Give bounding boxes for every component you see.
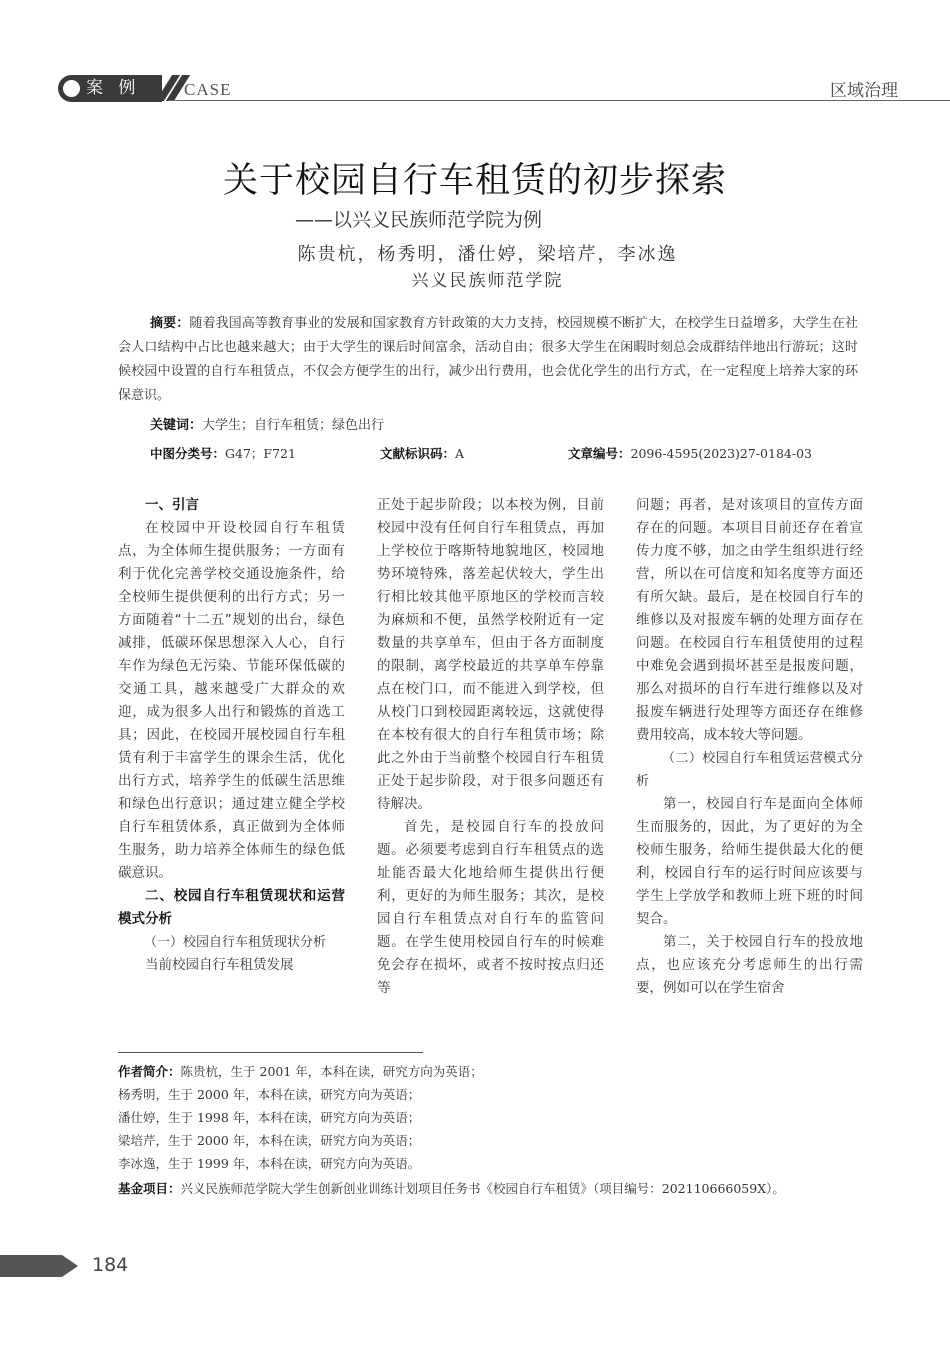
header-case-label: CASE [184,80,232,99]
keywords-text: 大学生；自行车租赁；绿色出行 [202,418,385,433]
paragraph-sub1-b-start: 首先，是校园自行车的投放问题。必须要考虑到自行车租赁点的选址能否最大化地给师生提供出行便利，更好的为师生服务；其次，是校园自行车租赁点对自行车的监管问题。在学生使用校园自行车的时候难免会存在损坏，或者不按时按点归还等 [377,819,604,996]
article-title: 关于校园自行车租赁的初步探索 [222,161,727,201]
paragraph-sub1-b-cont: 问题；再者，是对该项目的宣传方面存在的问题。本项目目前还存在着宣传力度不够，加之由学生组织进行经营，所以在可信度和知名度等方面还有所欠缺。最后，是在校园自行车的维修以及对报废车辆的处理方面存在问题。在校园自行车租赁使用的过程中难免会遇到损坏甚至是报废问题，那么对损坏的自行车进行维修以及对报废车辆进行处理等方面还存在维修费用较高，成本较大等问题。 [636,497,863,743]
article-no-label: 文章编号： [568,446,631,461]
author-bio-label: 作者简介： [118,1064,181,1079]
abstract-text: 随着我国高等教育事业的发展和国家教育方针政策的大力支持，校园规模不断扩大，在校学生日益增多，大学生在社会人口结构中占比也越来越大；由于大学生的课后时间富余，活动自由；很多大学生在闲暇时刻总会成群结伴地出行游玩；这时候校园中设置的自行车租赁点，不仅会方便学生的出行，减少出行费用，也会优化学生的出行方式，在一定程度上培养大家的环保意识。 [118,316,858,403]
document-code [380,444,464,464]
clc-label: 中图分类号： [150,446,226,461]
header-region-label: 区域治理 [830,81,898,101]
article-subtitle: ——以兴义民族师范学院为例 [295,209,543,231]
heading-subsection-1: （一）校园自行车租赁现状分析 [144,935,327,950]
article-affiliation: 兴义民族师范学院 [411,271,564,291]
body-column-3 [636,494,863,1000]
abstract [118,312,858,408]
keywords [150,416,384,436]
article-no-value: 2096-4595(2023)27-0184-03 [630,446,812,461]
footnote-author-4: 梁培芹，生于 2000 年，本科在读，研究方向为英语； [118,1133,421,1148]
paragraph-sub2-b: 第二，关于校园自行车的投放地点，也应该充分考虑师生的出行需要，例如可以在学生宿舍 [636,934,863,996]
doc-code-value: A [455,446,465,461]
paragraph-sub1-a-start: 当前校园自行车租赁发展 [145,957,294,973]
footnote-author-5: 李冰逸，生于 1999 年，本科在读，研究方向为英语。 [118,1156,421,1171]
heading-subsection-2: （二）校园自行车租赁运营模式分析 [636,751,863,789]
body-column-1 [118,494,345,977]
fund-label: 基金项目： [118,1181,181,1196]
header-section-label: 案 例 [86,78,141,98]
abstract-label: 摘要： [150,316,190,331]
footnote-author-2: 杨秀明，生于 2000 年，本科在读，研究方向为英语； [118,1087,421,1102]
page-number: 184 [92,1254,129,1276]
page-number-bar [0,1255,62,1277]
footnote-fund [118,1179,863,1199]
footnote-author-3: 潘仕婷，生于 1998 年，本科在读，研究方向为英语； [118,1110,421,1125]
article-authors: 陈贵杭，杨秀明，潘仕婷，梁培芹，李冰逸 [297,244,678,265]
article-number [568,444,812,464]
heading-intro: 一、引言 [145,497,199,513]
doc-code-label: 文献标识码： [380,446,456,461]
header-dot-icon [63,80,80,97]
fund-text: 兴义民族师范学院大学生创新创业训练计划项目任务书《校园自行车租赁》（项目编号：202110666059X）。 [180,1181,785,1196]
clc-number [150,444,296,464]
page-arrow-icon [62,1255,78,1277]
paragraph-sub2-a: 第一，校园自行车是面向全体师生而服务的，因此，为了更好的为全校师生服务，给师生提供最大化的便利，校园自行车的运行时间应该要与学生上学放学和教师上班下班的时间契合。 [636,796,863,927]
paragraph-intro: 在校园中开设校园自行车租赁点，为全体师生提供服务；一方面有利于优化完善学校交通设施条件，给全校师生提供便利的出行方式；另一方面随着“十二五”规划的出台，绿色减排，低碳环保思想深入人心，自行车作为绿色无污染、节能环保低碳的交通工具，越来越受广大群众的欢迎，成为很多人出行和锻炼的首选工具；因此，在校园开展校园自行车租赁有利于丰富学生的课余生活，优化出行方式，培养学生的低碳生活思维和绿色出行意识；通过建立健全学校自行车租赁体系，真正做到为全体师生服务，助力培养全体师生的绿色低碳意识。 [118,520,345,881]
clc-value: G47；F721 [225,446,296,461]
paragraph-sub1-a-cont: 正处于起步阶段；以本校为例，目前校园中没有任何自行车租赁点，再加上学校位于喀斯特地貌地区，校园地势环境特殊，落差起伏较大，学生出行相比较其他平原地区的学校而言较为麻烦和不便，虽然学校附近有一定数量的共享单车，但由于各方面制度的限制，离学校最近的共享单车停靠点在校门口，而不能进入到学校，但从校门口到校园距离较远，这就使得在本校有很大的自行车租赁市场；除此之外由于当前整个校园自行车租赁正处于起步阶段，对于很多问题还有待解决。 [377,497,604,812]
footnote-rule [118,1052,423,1053]
heading-section-2: 二、校园自行车租赁现状和运营模式分析 [118,888,345,927]
body-column-2 [377,494,604,1000]
footnote-author-1 [118,1062,863,1082]
author-bio-1: 陈贵杭，生于 2001 年，本科在读，研究方向为英语； [180,1064,483,1079]
keywords-label: 关键词： [150,418,203,433]
